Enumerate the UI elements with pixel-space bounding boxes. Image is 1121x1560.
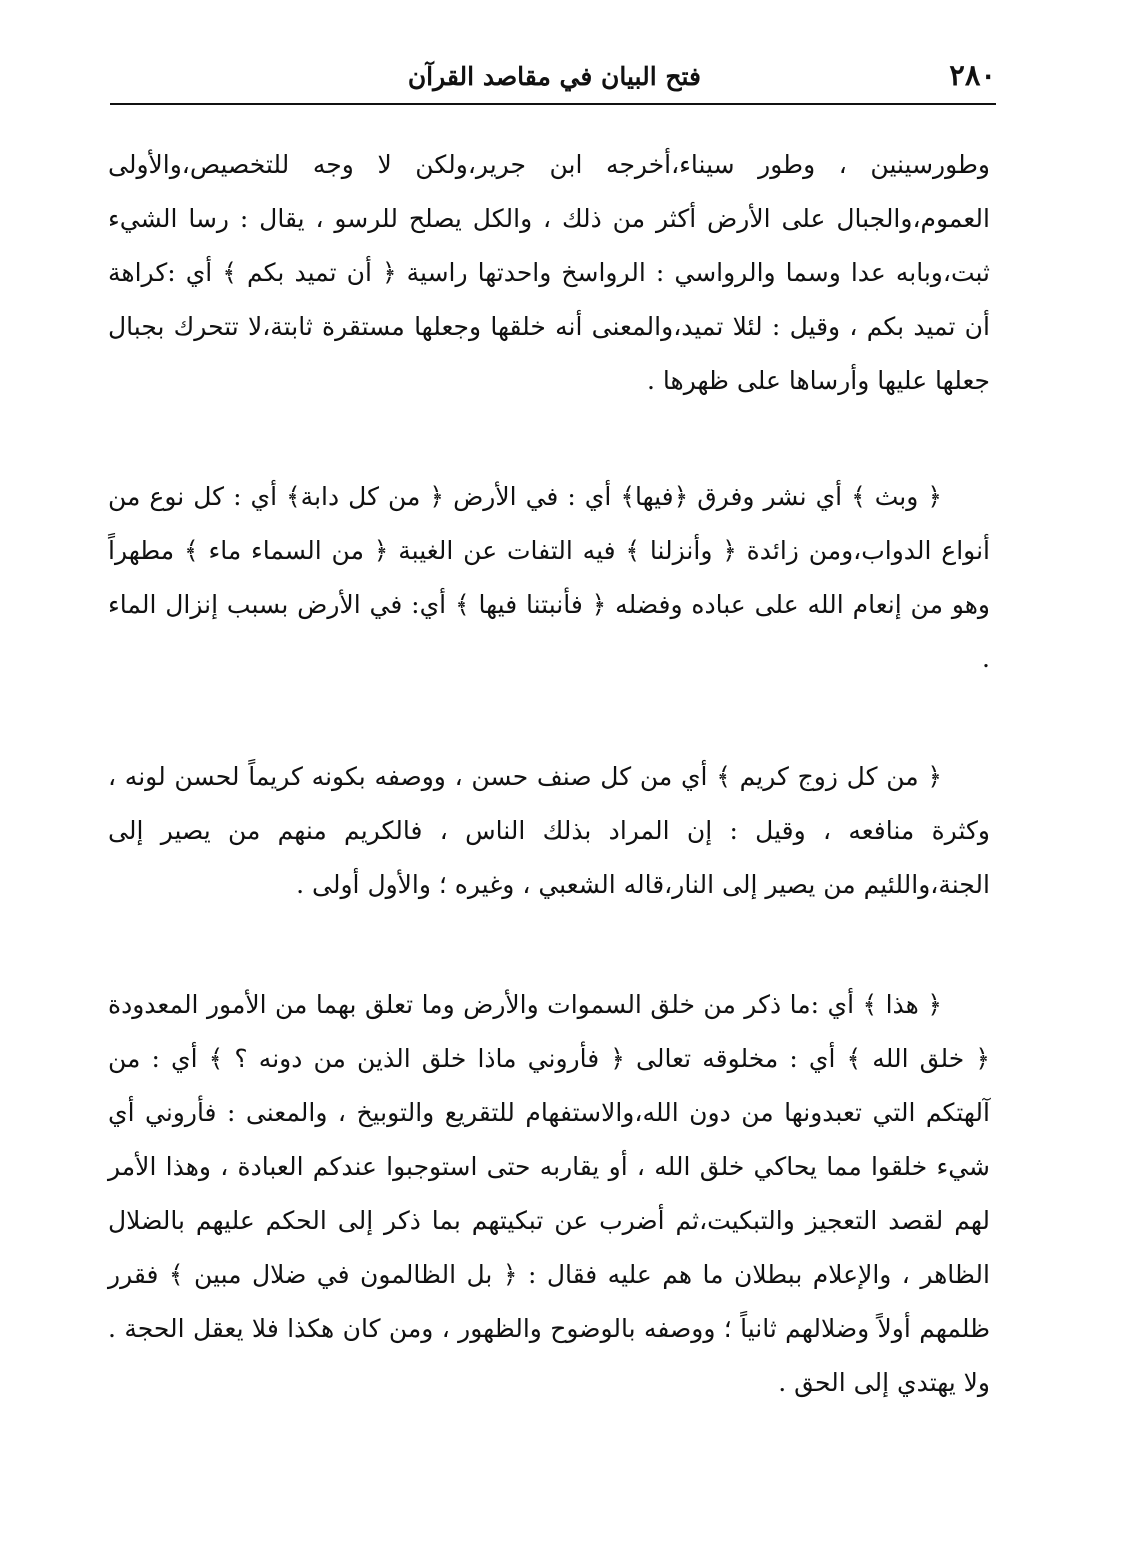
page-header: [108, 58, 996, 98]
paragraph-2: ﴿ وبث ﴾ أي نشر وفرق ﴿فيها﴾ أي : في الأرض ﴿ من كل دابة﴾ أي : كل نوع من أنواع الدواب،ومن زائدة ﴿ وأنزلنا ﴾ فيه التفات عن الغيبة ﴿ من السماء ماء ﴾ مطهراً وهو من إنعام الله على عباده وفضله ﴿ فأنبتنا فيها ﴾ أي: في الأرض بسبب إنزال الماء .: [108, 482, 990, 673]
paragraph-4: ﴿ هذا ﴾ أي :ما ذكر من خلق السموات والأرض وما تعلق بهما من الأمور المعدودة ﴿ خلق الله ﴾ أي : مخلوقه تعالى ﴿ فأروني ماذا خلق الذين من دونه ؟ ﴾ أي : من آلهتكم التي تعبدونها من دون الله،والاستفهام للتقريع والتوبيخ ، والمعنى : فأروني أي شيء خلقوا مما يحاكي خلق الله ، أو يقاربه حتى استوجبوا عندكم العبادة ، وهذا الأمر لهم لقصد التعجيز والتبكيت،ثم أضرب عن تبكيتهم بما ذكر إلى الحكم عليهم بالضلال الظاهر ، والإعلام ببطلان ما هم عليه فقال : ﴿ بل الظالمون في ضلال مبين ﴾ فقرر ظلمهم أولاً وضلالهم ثانياً ؛ ووصفه بالوضوح والظهور ، ومن كان هكذا فلا يعقل الحجة . ولا يهتدي إلى الحق .: [108, 990, 990, 1397]
paragraph-1: وطورسينين ، وطور سيناء،أخرجه ابن جرير،ولكن لا وجه للتخصيص،والأولى العموم،والجبال على الأرض أكثر من ذلك ، والكل يصلح للرسو ، يقال : رسا الشيء ثبت،وبابه عدا وسما والرواسي : الرواسخ واحدتها راسية ﴿ أن تميد بكم ﴾ أي :كراهة أن تميد بكم ، وقيل : لئلا تميد،والمعنى أنه خلقها وجعلها مستقرة ثابتة،لا تتحرك بجبال جعلها عليها وأرساها على ظهرها .: [108, 150, 990, 395]
page-number: ٢٨٠: [949, 58, 996, 92]
header-rule: [110, 103, 996, 105]
paragraph-3: ﴿ من كل زوج كريم ﴾ أي من كل صنف حسن ، ووصفه بكونه كريماً لحسن لونه ، وكثرة منافعه ، وقيل : إن المراد بذلك الناس ، فالكريم منهم من يصير إلى الجنة،واللئيم من يصير إلى النار،قاله الشعبي ، وغيره ؛ والأول أولى .: [108, 762, 990, 899]
running-title: فتح البيان في مقاصد القرآن: [407, 62, 701, 91]
paragraph-spacer: [108, 912, 990, 978]
body-text: [108, 138, 990, 1410]
paragraph-spacer: [108, 408, 990, 470]
paragraph-spacer: [108, 686, 990, 750]
